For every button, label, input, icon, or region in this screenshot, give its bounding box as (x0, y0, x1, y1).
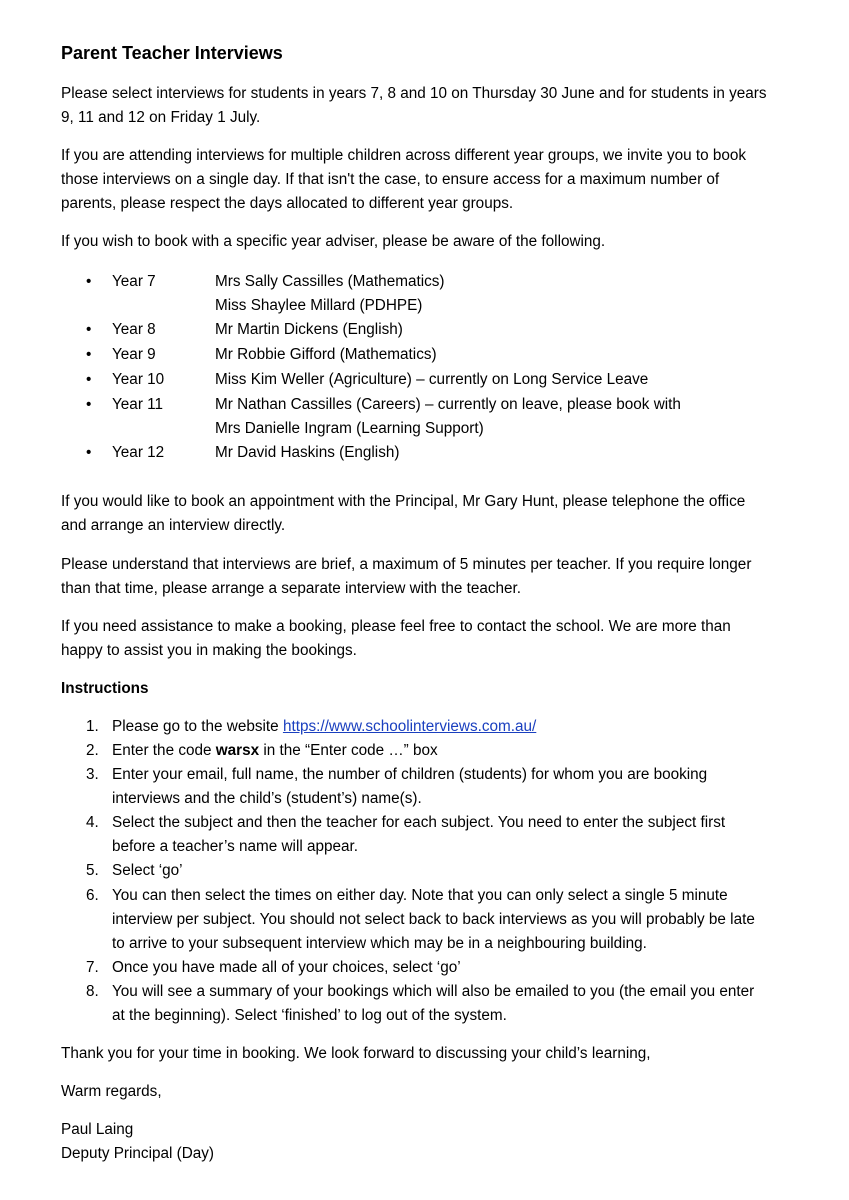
step-text-part: Please go to the website (112, 718, 283, 735)
instruction-step-3 (0, 763, 849, 787)
step-text: before a teacher’s name will appear. (112, 838, 359, 855)
adviser-item-year-8 (0, 318, 849, 342)
instruction-step-6 (0, 884, 849, 908)
step-text: Select ‘go’ (112, 862, 183, 879)
bullet-icon: • (86, 444, 92, 461)
year-label: Year 10 (112, 371, 165, 388)
text-line: parents, please respect the days allocated to different year groups. (61, 195, 514, 212)
multiple-children-paragraph (61, 144, 791, 216)
year-label: Year 9 (112, 346, 156, 363)
thanks-paragraph (61, 1042, 791, 1066)
instruction-step-7 (0, 956, 849, 980)
assistance-paragraph (61, 615, 791, 663)
step-text: at the beginning). Select ‘finished’ to log out of the system. (112, 1007, 507, 1024)
principal-paragraph (61, 490, 791, 538)
adviser-name: Mr Martin Dickens (English) (215, 321, 403, 338)
step-text: to arrive to your subsequent interview which may be in a neighbouring building. (112, 935, 647, 952)
step-number: 1. (86, 718, 99, 735)
adviser-intro-paragraph (61, 230, 791, 254)
adviser-item-year-7 (0, 270, 849, 294)
adviser-name: Mr David Haskins (English) (215, 444, 400, 461)
instruction-step-1 (0, 715, 849, 739)
step-number: 8. (86, 983, 99, 1000)
step-text-part: Enter the code (112, 742, 216, 759)
instruction-step-8-continued (0, 1004, 849, 1028)
step-number: 7. (86, 959, 99, 976)
text-line: If you would like to book an appointment with the Principal, Mr Gary Hunt, please telephone the office (61, 493, 746, 510)
page-title: Parent Teacher Interviews (61, 43, 283, 63)
step-text: Enter your email, full name, the number of children (students) for whom you are booking (112, 766, 708, 783)
year-label: Year 11 (112, 396, 164, 413)
text-line: Warm regards, (61, 1083, 162, 1100)
text-line: 9, 11 and 12 on Friday 1 July. (61, 109, 261, 126)
adviser-name: Miss Shaylee Millard (PDHPE) (215, 297, 423, 314)
step-text: Select the subject and then the teacher for each subject. You need to enter the subject first (112, 814, 726, 831)
text-line: Please select interviews for students in years 7, 8 and 10 on Thursday 30 June and for students in years (61, 85, 767, 102)
intro-paragraph (61, 82, 791, 130)
regards-paragraph (61, 1080, 791, 1104)
adviser-name: Miss Kim Weller (Agriculture) – currently on Long Service Leave (215, 371, 649, 388)
step-text (112, 715, 536, 739)
text-line: than that time, please arrange a separate interview with the teacher. (61, 580, 522, 597)
booking-code: warsx (215, 742, 260, 759)
instruction-step-4-continued (0, 835, 849, 859)
text-line: and arrange an interview directly. (61, 517, 286, 534)
instruction-step-2 (0, 739, 849, 763)
year-label: Year 12 (112, 444, 165, 461)
step-text (112, 739, 438, 763)
brief-paragraph (61, 553, 791, 601)
adviser-name: Mr Nathan Cassilles (Careers) – currently on leave, please book with (215, 396, 681, 413)
instruction-step-6-continued (0, 908, 849, 932)
instruction-step-5 (0, 859, 849, 883)
adviser-item-year-12 (0, 441, 849, 465)
instruction-step-3-continued (0, 787, 849, 811)
signature-block (61, 1118, 791, 1166)
adviser-item-year-11-continued (0, 417, 849, 441)
step-text: interview per subject. You should not select back to back interviews as you will probably be late (112, 911, 755, 928)
step-number: 4. (86, 814, 99, 831)
year-label: Year 8 (112, 321, 156, 338)
instruction-step-8 (0, 980, 849, 1004)
text-line: If you wish to book with a specific year adviser, please be aware of the following. (61, 233, 606, 250)
bullet-icon: • (86, 346, 92, 363)
step-number: 6. (86, 887, 99, 904)
text-line: If you are attending interviews for multiple children across different year groups, we invite you to book (61, 147, 747, 164)
text-line: If you need assistance to make a booking, please feel free to contact the school. We are more than (61, 618, 731, 635)
bullet-icon: • (86, 396, 92, 413)
text-line: Please understand that interviews are brief, a maximum of 5 minutes per teacher. If you require longer (61, 556, 752, 573)
step-number: 5. (86, 862, 99, 879)
step-text: You can then select the times on either day. Note that you can only select a single 5 minute (112, 887, 728, 904)
bullet-icon: • (86, 321, 92, 338)
step-text: You will see a summary of your bookings which will also be emailed to you (the email you enter (112, 983, 755, 1000)
step-text: Once you have made all of your choices, select ‘go’ (112, 959, 461, 976)
text-line: happy to assist you in making the bookings. (61, 642, 357, 659)
bullet-icon: • (86, 273, 92, 290)
step-number: 3. (86, 766, 99, 783)
step-number: 2. (86, 742, 99, 759)
bullet-icon: • (86, 371, 92, 388)
adviser-item-year-11 (0, 393, 849, 417)
website-link[interactable]: https://www.schoolinterviews.com.au/ (282, 718, 537, 735)
signer-title: Deputy Principal (Day) (61, 1145, 215, 1162)
instruction-step-4 (0, 811, 849, 835)
adviser-name: Mr Robbie Gifford (Mathematics) (215, 346, 437, 363)
year-label: Year 7 (112, 273, 156, 290)
instruction-step-6-continued (0, 932, 849, 956)
text-line: Thank you for your time in booking. We look forward to discussing your child’s learning, (61, 1045, 651, 1062)
step-text-part: in the “Enter code …” box (259, 742, 438, 759)
step-text: interviews and the child’s (student’s) name(s). (112, 790, 422, 807)
adviser-name: Mrs Danielle Ingram (Learning Support) (215, 420, 484, 437)
adviser-item-year-9 (0, 343, 849, 367)
signer-name: Paul Laing (61, 1121, 134, 1138)
adviser-name: Mrs Sally Cassilles (Mathematics) (215, 273, 445, 290)
text-line: those interviews on a single day. If that isn't the case, to ensure access for a maximum number of (61, 171, 720, 188)
adviser-item-year-7-continued (0, 294, 849, 318)
instructions-heading: Instructions (61, 680, 149, 697)
adviser-item-year-10 (0, 368, 849, 392)
